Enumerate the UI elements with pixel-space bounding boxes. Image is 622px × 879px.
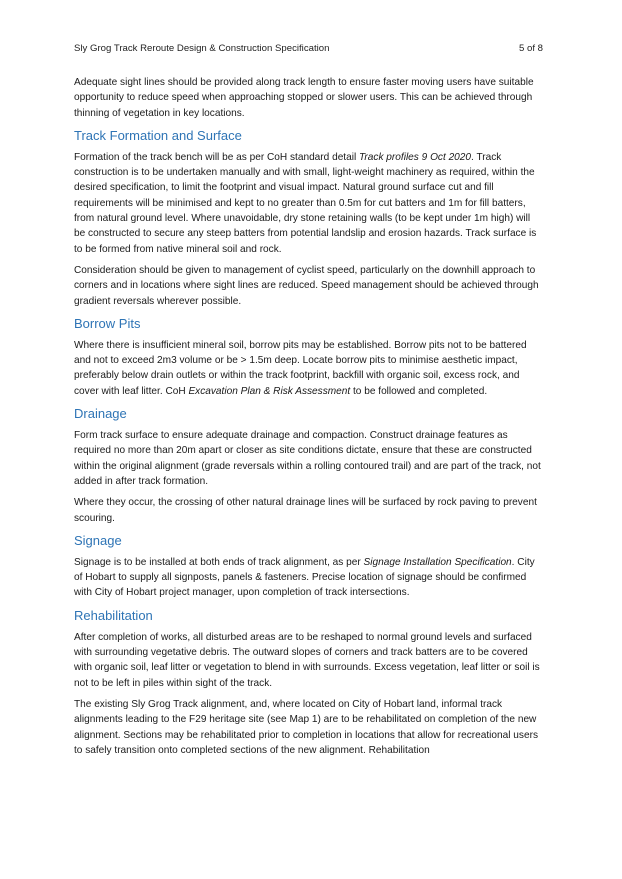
- drainage-paragraph-1: Form track surface to ensure adequate drainage and compaction. Construct drainage features as required no more than 20m apart or closer as site conditions dictate, ensure that these are constructed within the original alignment (grade reversals within a rolling contoured trail) and are part of the track, not added in after track formation.: [74, 430, 541, 487]
- heading-borrow-pits: Borrow Pits: [74, 315, 141, 331]
- text-run: Formation of the track bench will be as per CoH standard detail: [74, 151, 360, 163]
- rehab-paragraph-2: The existing Sly Grog Track alignment, and, where located on City of Hobart land, informal track alignments leading to the F29 heritage site (see Map 1) are to be rehabilitated on completion of the new alignment. Sections may be rehabilitated prior to completion in locations that allow for recreational users to safely transition onto completed sections of the new alignment. Rehabilitation: [74, 698, 538, 756]
- page-content: [74, 75, 542, 764]
- document-title: Sly Grog Track Reroute Design & Construction Specification: [74, 43, 330, 54]
- document-reference: Track profiles 9 Oct 2020: [359, 151, 472, 163]
- borrow-paragraph-1: [74, 338, 542, 399]
- text-run: Where there is insufficient mineral soil, borrow pits may be established. Borrow pits not to be battered and not to exceed 2m3 volume or be > 1.5m deep. Locate borrow pits to minimise aesthetic impact, preferably below drain outlets or within the track footprint, backfill with organic soil, excess rock, and cover with leaf litter. CoH: [74, 339, 527, 397]
- heading-track-formation: Track Formation and Surface: [74, 127, 242, 143]
- formation-paragraph-1: [74, 150, 542, 257]
- text-run: Signage is to be installed at both ends of track alignment, as per: [74, 556, 364, 568]
- signage-paragraph-1: [74, 555, 542, 601]
- drainage-paragraph-2: Where they occur, the crossing of other natural drainage lines will be surfaced by rock paving to prevent scouring.: [74, 497, 537, 524]
- rehab-paragraph-1: After completion of works, all disturbed areas are to be reshaped to normal ground levels and surfaced with surrounding vegetative debris. The outward slopes of corners and track batters are to be covered with organic soil, leaf litter or vegetation to blend in with surrounds. Excess vegetation, leaf litter or soil is not to be left in piles within sight of the track.: [74, 631, 540, 689]
- heading-drainage: Drainage: [74, 406, 127, 422]
- heading-signage: Signage: [74, 532, 122, 548]
- text-run: . Track construction is to be undertaken manually and with small, light-weight machinery as required, within the desired specification, to limit the footprint and visual impact. Natural ground surface cut and fill requirements will be minimised and kept to no greater than 0.5m for cut batters and 1m for fill batters, from natural ground level. Where unavoidable, dry stone retaining walls (to be kept under 1m high) will be constructed to secure any steep batters from potential landslip and erosion hazards. Track surface is to be formed from native mineral soil and rock.: [74, 151, 537, 255]
- text-run: . City of Hobart to supply all signposts, panels & fasteners. Precise location of signage should be confirmed with City of Hobart project manager, upon completion of track intersections.: [74, 556, 535, 599]
- page-number: 5 of 8: [518, 43, 543, 54]
- document-reference: Excavation Plan & Risk Assessment: [188, 385, 351, 397]
- formation-paragraph-2: Consideration should be given to management of cyclist speed, particularly on the downhill approach to corners and in locations where sight lines are reduced. Speed management should be achieved through gradient reversals wherever possible.: [74, 264, 539, 307]
- text-run: to be followed and completed.: [350, 385, 488, 397]
- intro-paragraph: Adequate sight lines should be provided along track length to ensure faster moving users have suitable opportunity to reduce speed when approaching stopped or slower users. This can be achieved through thinning of vegetation in key locations.: [74, 77, 534, 119]
- heading-rehabilitation: Rehabilitation: [74, 607, 153, 623]
- document-reference: Signage Installation Specification: [363, 556, 512, 568]
